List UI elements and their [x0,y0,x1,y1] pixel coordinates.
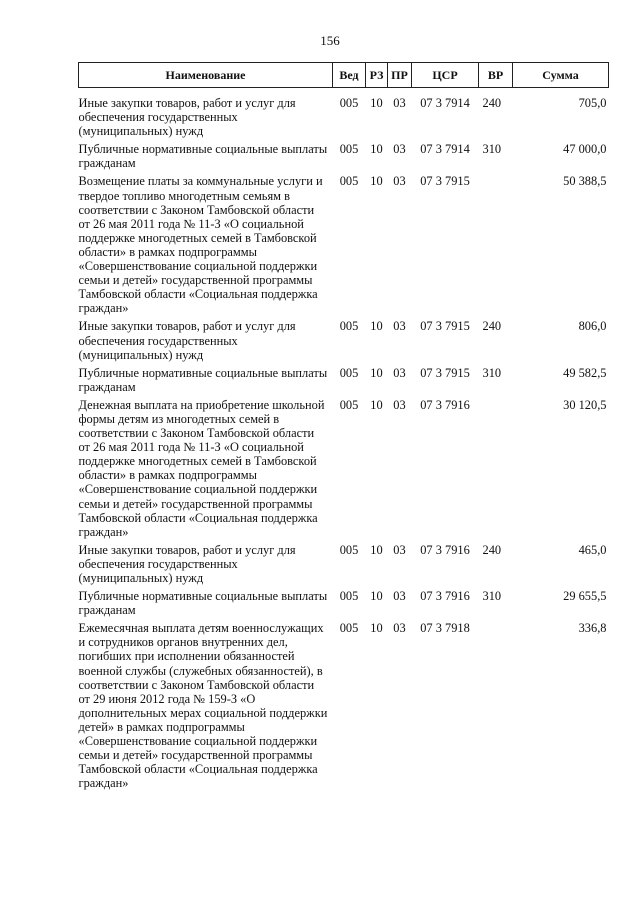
table-row [79,366,609,398]
row-vr: 240 [482,542,502,557]
header-csr: ЦСР [412,63,479,88]
row-pr: 03 [393,621,406,636]
row-sum: 336,8 [578,621,607,636]
row-ved: 005 [339,96,359,110]
row-ved: 005 [339,621,359,636]
row-csr: 07 3 7915 [420,365,470,380]
row-csr: 07 3 7916 [420,542,470,557]
row-sum: 50 388,5 [563,174,607,189]
row-ved: 005 [339,142,359,157]
row-pr: 03 [393,142,406,157]
row-csr: 07 3 7916 [420,589,470,604]
row-name: Иные закупки товаров, работ и услуг для обеспечения государственных (муниципальных) нужд [78,542,296,585]
row-csr: 07 3 7915 [420,319,470,334]
row-pr: 03 [393,589,406,604]
header-ved: Вед [333,63,366,88]
row-rz: 10 [370,96,383,110]
table-row [79,621,609,794]
row-ved: 005 [339,319,359,334]
table-header [79,63,609,88]
header-name: Наименование [79,63,333,88]
header-pr: ПР [388,63,412,88]
page-number: 156 [320,33,340,48]
row-sum: 806,0 [578,319,607,334]
row-pr: 03 [393,542,406,557]
row-name: Публичные нормативные социальные выплаты гражданам [78,365,328,394]
table-row [79,398,609,543]
row-vr [479,621,513,794]
row-sum: 30 120,5 [563,397,607,412]
budget-table [78,62,609,794]
row-ved: 005 [339,174,359,189]
table-row [79,174,609,319]
row-rz: 10 [370,589,383,604]
row-pr: 03 [393,365,406,380]
table-row [79,88,609,143]
row-vr [479,398,513,543]
row-name: Денежная выплата на приобретение школьной формы детям из многодетных семей в соответствии с Законом Тамбовской области от 26 мая 2011 года № 11-З «О социальной поддержке многодетных семей в Тамбовской области» в рамках подпрограммы «Совершенствование социальной поддержки семьи и детей» государственной программы Тамбовской области «Социальная поддержка граждан» [78,397,325,539]
row-name: Возмещение платы за коммунальные услуги и твердое топливо многодетным семьям в соответствии с Законом Тамбовской области от 26 мая 2011 года № 11-З «О социальной поддержке многодетных семей в Тамбовской области» в рамках подпрограммы «Совершенствование социальной поддержки семьи и детей» государственной программы Тамбовской области «Социальная поддержка граждан» [78,174,323,316]
row-vr: 310 [482,589,502,604]
row-csr: 07 3 7914 [420,96,470,110]
row-rz: 10 [370,542,383,557]
row-rz: 10 [370,174,383,189]
table-body [79,88,609,795]
table-row [79,142,609,174]
row-csr: 07 3 7914 [420,142,470,157]
row-rz: 10 [370,142,383,157]
row-pr: 03 [393,96,406,110]
row-sum: 705,0 [578,96,607,110]
row-pr: 03 [393,397,406,412]
header-sum: Сумма [513,63,609,88]
row-name: Публичные нормативные социальные выплаты гражданам [78,142,328,171]
row-ved: 005 [339,365,359,380]
row-name: Иные закупки товаров, работ и услуг для обеспечения государственных (муниципальных) нужд [78,96,296,139]
row-ved: 005 [339,589,359,604]
header-rz: РЗ [366,63,388,88]
row-rz: 10 [370,621,383,636]
row-rz: 10 [370,319,383,334]
row-name: Ежемесячная выплата детям военнослужащих и сотрудников органов внутренних дел, погибших при исполнении обязанностей военной службы (служебных обязанностей), в соответствии с Законом Тамбовской области от 29 июня 2012 года № 159-З «О дополнительных мерах социальной поддержки детей» в рамках подпрограммы «Совершенствование социальной поддержки семьи и детей» государственной программы Тамбовской области «Социальная поддержка граждан» [78,621,328,791]
table-row [79,589,609,621]
row-csr: 07 3 7915 [420,174,470,189]
header-vr: ВР [479,63,513,88]
row-sum: 49 582,5 [563,365,607,380]
row-vr: 310 [482,142,502,157]
row-vr [479,174,513,319]
row-name: Иные закупки товаров, работ и услуг для обеспечения государственных (муниципальных) нужд [78,319,296,362]
row-vr: 240 [482,96,502,110]
row-csr: 07 3 7918 [420,621,470,636]
table-row [79,319,609,365]
row-pr: 03 [393,174,406,189]
table-row [79,543,609,589]
row-vr: 310 [482,365,502,380]
row-ved: 005 [339,542,359,557]
row-ved: 005 [339,397,359,412]
row-sum: 47 000,0 [563,142,607,157]
row-rz: 10 [370,365,383,380]
row-sum: 29 655,5 [563,589,607,604]
row-vr: 240 [482,319,502,334]
row-name: Публичные нормативные социальные выплаты гражданам [78,589,328,618]
row-csr: 07 3 7916 [420,397,470,412]
row-rz: 10 [370,397,383,412]
row-pr: 03 [393,319,406,334]
row-sum: 465,0 [578,542,607,557]
